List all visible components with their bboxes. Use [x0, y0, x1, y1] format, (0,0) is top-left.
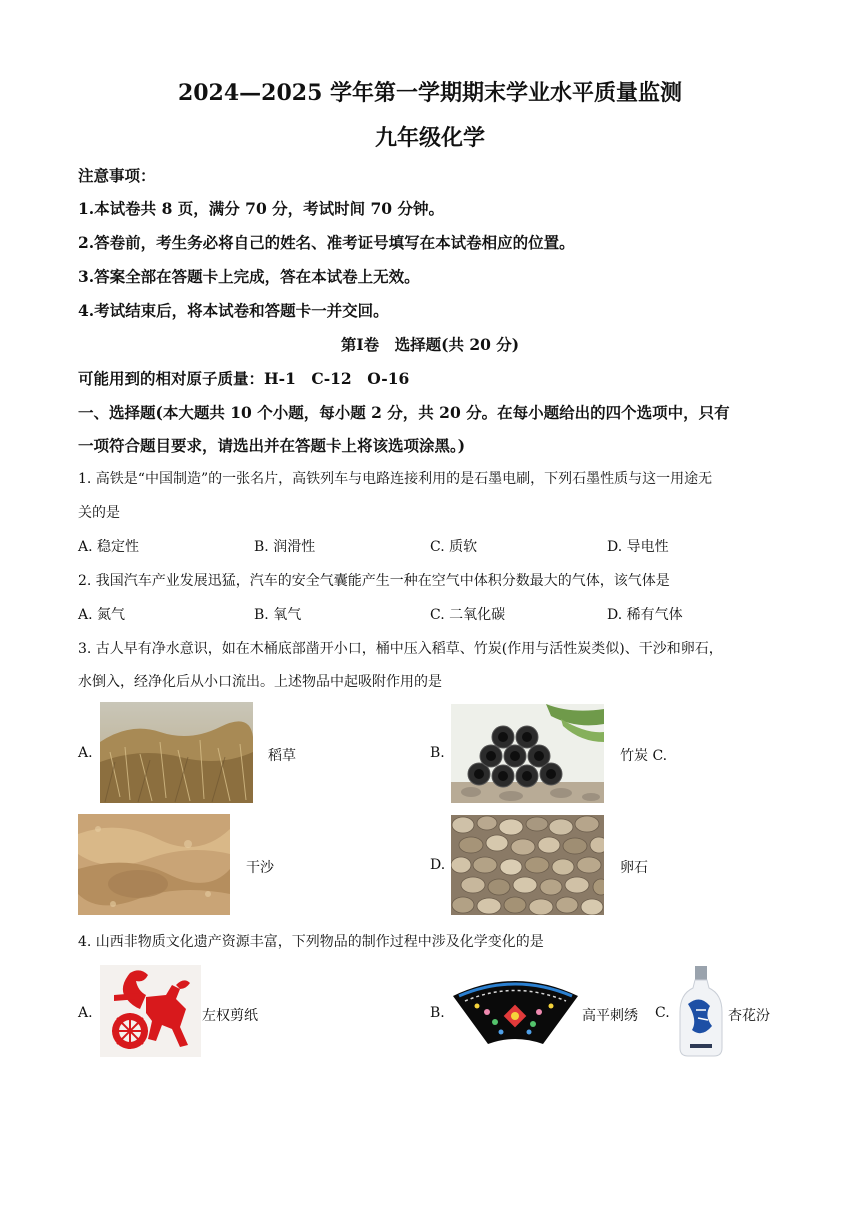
bamboo-charcoal-photo: [451, 704, 604, 803]
option-b-label: 高平刺绣: [582, 1008, 638, 1024]
option-b-label: 竹炭 C.: [620, 748, 668, 764]
question-stem: 关的是: [78, 505, 120, 521]
option-b-letter: B.: [430, 1005, 445, 1021]
option-a-label: 左权剪纸: [202, 1008, 258, 1024]
option-a-letter: A.: [78, 745, 93, 761]
option-b-letter: B.: [430, 745, 445, 761]
exam-title: 2024—2025 学年第一学期期末学业水平质量监测: [177, 80, 683, 106]
dry-sand-photo: [78, 814, 230, 915]
option-d: D. 稀有气体: [607, 607, 683, 623]
option-a-label: 稻草: [268, 748, 296, 764]
exam-subtitle: 九年级化学: [374, 125, 485, 151]
fenjiu-bottle-photo: [676, 964, 726, 1060]
option-c-letter: C.: [655, 1005, 670, 1021]
option-c: C. 二氧化碳: [430, 607, 506, 623]
straw-photo: [100, 702, 253, 803]
embroidery-photo: [451, 974, 580, 1050]
option-d: D. 导电性: [607, 539, 669, 555]
pebbles-photo: [451, 815, 604, 915]
section-instruction: 一、选择题(本大题共 10 个小题，每小题 2 分，共 20 分。在每小题给出的四个选项中，只有: [78, 403, 730, 422]
notice-item: 2.答卷前，考生务必将自己的姓名、准考证号填写在本试卷相应的位置。: [78, 233, 575, 252]
option-c-label: 杏花汾: [728, 1008, 770, 1024]
notice-item: 1.本试卷共 8 页，满分 70 分，考试时间 70 分钟。: [78, 199, 444, 218]
option-a-letter: A.: [78, 1005, 93, 1021]
option-d-letter: D.: [430, 857, 446, 873]
question-stem: 4. 山西非物质文化遗产资源丰富，下列物品的制作过程中涉及化学变化的是: [78, 934, 544, 950]
option-c: C. 质软: [430, 539, 478, 555]
question-stem: 2. 我国汽车产业发展迅猛，汽车的安全气囊能产生一种在空气中体积分数最大的气体，该气体是: [78, 573, 670, 589]
option-a: A. 氮气: [78, 607, 126, 623]
option-b: B. 润滑性: [254, 539, 316, 555]
question-stem: 3. 古人早有净水意识，如在木桶底部凿开小口，桶中压入稻草、竹炭(作用与活性炭类似)、干沙和卵石，: [78, 641, 723, 657]
notice-heading: 注意事项：: [78, 166, 156, 185]
option-c-label: 干沙: [246, 860, 274, 876]
notice-item: 4.考试结束后，将本试卷和答题卡一并交回。: [78, 301, 389, 320]
paper-cutting-photo: [100, 965, 201, 1057]
question-stem: 1. 高铁是“中国制造”的一张名片，高铁列车与电路连接利用的是石墨电刷，下列石墨性质与这一用途无: [78, 471, 713, 487]
section-instruction: 一项符合题目要求，请选出并在答题卡上将该选项涂黑。): [78, 436, 466, 455]
option-a: A. 稳定性: [78, 539, 140, 555]
section-title: 第Ⅰ卷 选择题(共 20 分): [340, 335, 520, 354]
option-b: B. 氧气: [254, 607, 302, 623]
question-stem: 水倒入，经净化后从小口流出。上述物品中起吸附作用的是: [78, 674, 442, 690]
option-d-label: 卵石: [620, 860, 648, 876]
notice-item: 3.答案全部在答题卡上完成，答在本试卷上无效。: [78, 267, 420, 286]
atomic-mass-line: 可能用到的相对原子质量：H-1 C-12 O-16: [78, 369, 410, 388]
